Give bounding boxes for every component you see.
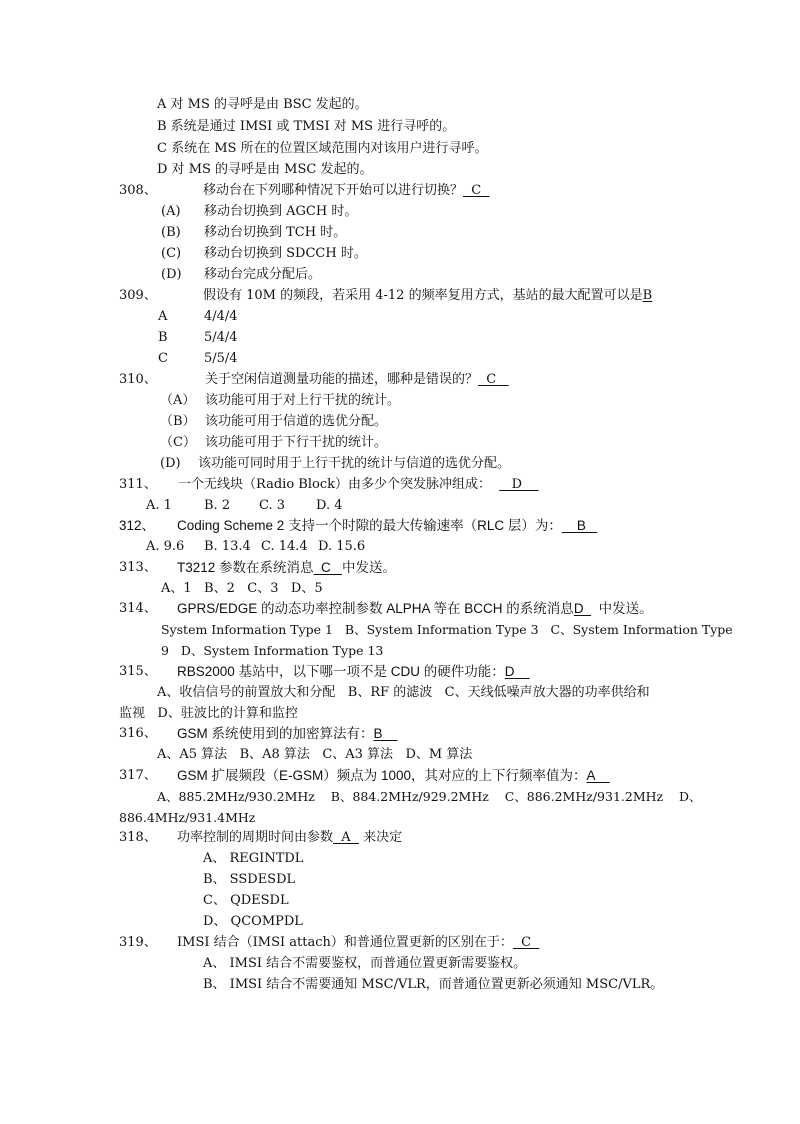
q309-option-c-label: C xyxy=(158,351,168,366)
q310-number: 310、 xyxy=(119,372,157,387)
q309-option-c-text: 5/5/4 xyxy=(204,351,238,366)
q308-option-b-label: (B) xyxy=(161,225,181,240)
q310-option-b-text: 该功能可用于信道的选优分配。 xyxy=(205,414,388,429)
q311-number: 311、 xyxy=(119,477,157,492)
q309-answer: B xyxy=(642,288,653,303)
q309-question-text: 假设有 10M 的频段，若采用 4-12 的频率复用方式，基站的最大配置可以是 xyxy=(203,288,643,303)
q318-option-b: B、 SSDESDL xyxy=(203,872,296,887)
q312-answer: B xyxy=(561,518,598,533)
q315-answer: D xyxy=(504,664,530,679)
q318-option-a: A、 REGINTDL xyxy=(203,851,304,866)
q319-answer: C xyxy=(512,935,540,950)
q308-option-c-text: 移动台切换到 SDCCH 时。 xyxy=(204,246,367,261)
q310-option-a-label: （A） xyxy=(160,393,196,408)
q315-question xyxy=(177,663,530,681)
q309-option-a-text: 4/4/4 xyxy=(204,309,238,324)
q316-question-text: GSM 系统使用到的加密算法有： xyxy=(177,726,374,741)
q309-option-b-text: 5/4/4 xyxy=(204,330,238,345)
q319-option-b: B、 IMSI 结合不需要通知 MSC/VLR，而普通位置更新必须通知 MSC/VLR。 xyxy=(203,977,664,992)
q308-option-a-text: 移动台切换到 AGCH 时。 xyxy=(204,204,358,219)
q313-options: A、1 B、2 C、3 D、5 xyxy=(161,581,323,596)
q312-option-a: A. 9.6 xyxy=(146,539,185,554)
q308-question xyxy=(203,182,490,200)
q308-answer: C xyxy=(463,183,490,198)
q308-option-c-label: (C) xyxy=(161,246,182,261)
q314-question xyxy=(177,600,653,618)
q312-option-d: D. 15.6 xyxy=(318,539,366,554)
q309-option-a-label: A xyxy=(158,309,168,324)
q307-option-a: A 对 MS 的寻呼是由 BSC 发起的。 xyxy=(157,97,368,112)
q317-question-text: GSM 扩展频段（E-GSM）频点为 1000，其对应的上下行频率值为： xyxy=(177,768,587,783)
q317-answer: A xyxy=(586,768,610,783)
q308-option-b-text: 移动台切换到 TCH 时。 xyxy=(204,225,347,240)
q312-question xyxy=(177,517,597,535)
q318-answer: A xyxy=(333,830,359,845)
q315-question-text: RBS2000 基站中，以下哪一项不是 CDU 的硬件功能： xyxy=(177,664,505,679)
q312-option-c: C. 14.4 xyxy=(261,539,308,554)
q308-option-a-label: (A) xyxy=(161,204,181,219)
q312-option-b: B. 13.4 xyxy=(204,539,251,554)
q317-question xyxy=(177,767,610,785)
q315-number: 315、 xyxy=(119,664,157,679)
q309-number: 309、 xyxy=(119,288,157,303)
q313-number: 313、 xyxy=(119,560,157,575)
q318-question-before: 功率控制的周期时间由参数 xyxy=(177,830,334,845)
q319-number: 319、 xyxy=(119,935,157,950)
q314-question-after: 中发送。 xyxy=(598,601,653,616)
q310-option-d-label: (D) xyxy=(160,456,181,471)
q308-number: 308、 xyxy=(119,183,157,198)
q311-question-text: 一个无线块（Radio Block）由多少个突发脉冲组成： xyxy=(178,477,491,492)
q316-answer: B xyxy=(373,726,398,741)
q315-options-line-2: 监视 D、驻波比的计算和监控 xyxy=(119,706,298,721)
q318-question-after: 来决定 xyxy=(363,830,403,845)
q310-option-d-text: 该功能可同时用于上行干扰的统计与信道的选优分配。 xyxy=(198,456,511,471)
q310-option-a-text: 该功能可用于对上行干扰的统计。 xyxy=(205,393,401,408)
q307-option-b: B 系统是通过 IMSI 或 TMSI 对 MS 进行寻呼的。 xyxy=(157,119,456,134)
q307-option-c: C 系统在 MS 所在的位置区域范围内对该用户进行寻呼。 xyxy=(157,141,488,156)
q313-question-after: 中发送。 xyxy=(342,560,397,575)
q318-option-c: C、 QDESDL xyxy=(203,893,289,908)
q319-question-text: IMSI 结合（IMSI attach）和普通位置更新的区别在于： xyxy=(177,935,513,950)
q319-question xyxy=(177,934,539,952)
q311-option-a: A. 1 xyxy=(146,498,172,513)
q318-question xyxy=(177,829,402,847)
q316-options: A、A5 算法 B、A8 算法 C、A3 算法 D、M 算法 xyxy=(157,747,473,762)
q311-question xyxy=(178,476,539,494)
q312-question-text: Coding Scheme 2 支持一个时隙的最大传输速率（RLC 层）为： xyxy=(177,518,562,533)
q315-options-line-1: A、收信信号的前置放大和分配 B、RF 的滤波 C、天线低噪声放大器的功率供给和 xyxy=(157,685,650,700)
q308-option-d-label: (D) xyxy=(161,267,182,282)
q310-option-c-text: 该功能可用于下行干扰的统计。 xyxy=(205,435,388,450)
q317-number: 317、 xyxy=(119,768,157,783)
q319-option-a: A、 IMSI 结合不需要鉴权，而普通位置更新需要鉴权。 xyxy=(203,956,527,971)
q309-option-b-label: B xyxy=(158,330,168,345)
q311-option-d: D. 4 xyxy=(316,498,343,513)
q312-number: 312、 xyxy=(119,518,156,533)
q317-options-line-2: 886.4MHz/931.4MHz xyxy=(119,810,256,825)
q310-question xyxy=(205,371,509,389)
q307-option-d: D 对 MS 的寻呼是由 MSC 发起的。 xyxy=(157,162,373,177)
q317-options-line-1: A、885.2MHz/930.2MHz B、884.2MHz/929.2MHz C、886.2MHz/931.2MHz D、 xyxy=(157,789,702,804)
q314-question-before: GPRS/EDGE 的动态功率控制参数 ALPHA 等在 BCCH 的系统消息 xyxy=(177,601,574,616)
q309-question xyxy=(203,287,652,305)
q310-option-b-label: （B） xyxy=(160,414,196,429)
q308-question-text: 移动台在下列哪种情况下开始可以进行切换？ xyxy=(203,183,464,198)
q310-question-text: 关于空闲信道测量功能的描述，哪种是错误的？ xyxy=(205,372,479,387)
q308-option-d-text: 移动台完成分配后。 xyxy=(204,267,322,282)
q314-answer: D xyxy=(573,601,592,616)
q314-number: 314、 xyxy=(119,601,157,616)
q310-option-c-label: （C） xyxy=(160,435,196,450)
q313-question-before: T3212 参数在系统消息 xyxy=(177,560,314,575)
q314-options-line-1: System Information Type 1 B、System Information Type 3 C、System Information Type xyxy=(161,622,733,637)
q310-answer: C xyxy=(478,372,509,387)
q318-option-d: D、 QCOMPDL xyxy=(203,914,303,929)
q316-number: 316、 xyxy=(119,726,157,741)
q311-option-b: B. 2 xyxy=(204,498,231,513)
q318-number: 318、 xyxy=(119,830,157,845)
q311-option-c: C. 3 xyxy=(259,498,286,513)
q313-answer: C xyxy=(313,560,343,575)
q311-answer: D xyxy=(499,477,539,492)
q314-options-line-2: 9 D、System Information Type 13 xyxy=(161,643,384,658)
q316-question xyxy=(177,725,398,743)
q313-question xyxy=(177,559,396,577)
